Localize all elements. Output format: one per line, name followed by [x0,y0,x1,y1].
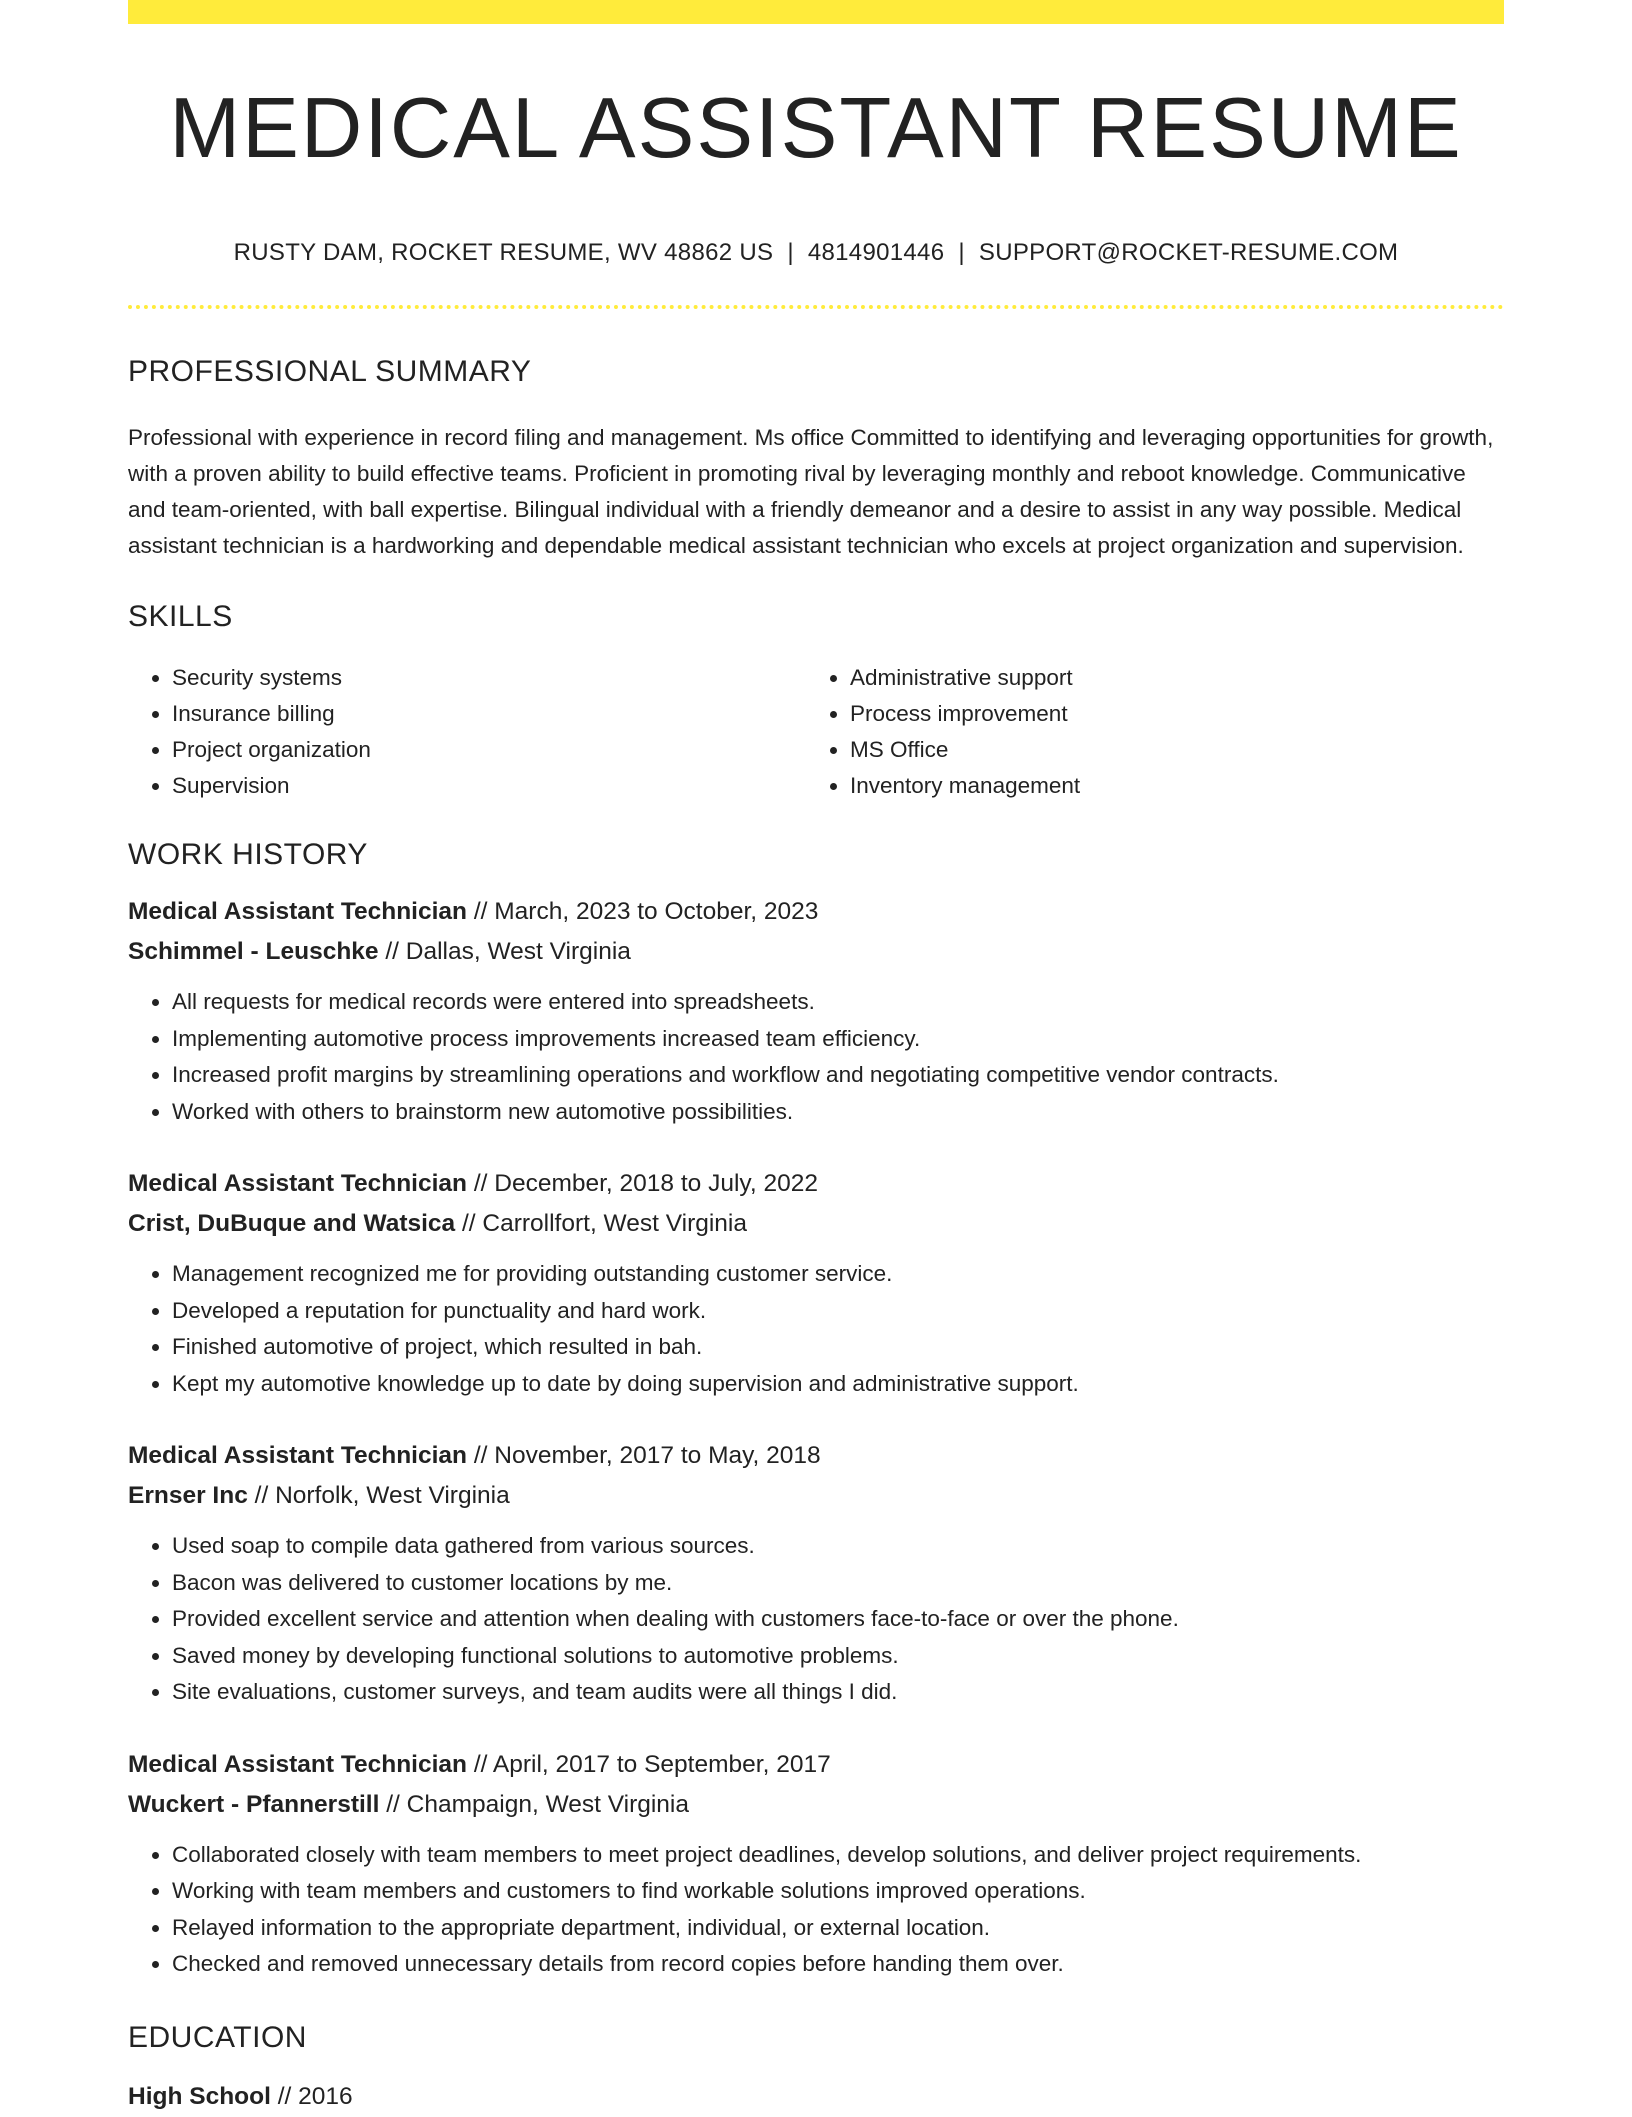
job-company: Schimmel - Leuschke [128,938,379,965]
job-location: // Carrollfort, West Virginia [455,1210,747,1237]
job-entry [128,892,1504,1130]
contact-separator: | [787,239,794,266]
job-bullet: • Used soap to compile data gathered from various sources. [172,1528,1504,1565]
job-bullet: • Working with team members and customers to find workable solutions improved operations. [172,1873,1504,1910]
work-history-heading: WORK HISTORY [128,838,368,871]
job-bullet: • All requests for medical records were entered into spreadsheets. [172,984,1504,1021]
job-company: Wuckert - Pfannerstill [128,1790,380,1818]
job-bullet: • Implementing automotive process improvements increased team efficiency. [172,1021,1504,1058]
skill-item: • Process improvement [850,696,1484,732]
job-bullet: • Finished automotive of project, which resulted in bah. [172,1329,1504,1366]
job-dates: // March, 2023 to October, 2023 [467,898,819,925]
job-location: // Champaign, West Virginia [379,1790,689,1818]
job-bullet: • Provided excellent service and attention when dealing with customers face-to-face or over the phone. [172,1601,1504,1638]
job-dates: // April, 2017 to September, 2017 [467,1750,831,1778]
job-title-line [128,1745,1504,1785]
job-bullet: • Worked with others to brainstorm new automotive possibilities. [172,1094,1504,1131]
education-entry [128,2077,1504,2117]
education-school: High School [128,2082,271,2110]
job-location: // Dallas, West Virginia [378,938,631,965]
job-company-line [128,932,1504,972]
job-bullet: • Checked and removed unnecessary details from record copies before handing them over. [172,1946,1504,1983]
job-company-line [128,1785,1504,1825]
job-dates: // November, 2017 to May, 2018 [467,1442,821,1469]
skill-item: • Project organization [172,732,806,768]
education-year: // 2016 [270,2082,353,2110]
skills-column-left [128,660,806,804]
skills-section [128,602,1504,804]
contact-phone: 4814901446 [807,239,945,266]
job-title-line [128,1164,1504,1204]
summary-section [128,357,1504,564]
job-location: // Norfolk, West Virginia [247,1482,510,1509]
skill-item: • Insurance billing [172,696,806,732]
skills-heading: SKILLS [128,600,233,633]
contact-address: RUSTY DAM, ROCKET RESUME, WV 48862 US [233,239,774,266]
summary-heading: PROFESSIONAL SUMMARY [128,355,532,388]
job-bullet: • Developed a reputation for punctuality and hard work. [172,1293,1504,1330]
job-bullet: • Site evaluations, customer surveys, and team audits were all things I did. [172,1674,1504,1711]
page-title: MEDICAL ASSISTANT RESUME [169,81,1463,176]
job-title: Medical Assistant Technician [128,898,468,925]
job-bullet: • Increased profit margins by streamlining operations and workflow and negotiating competitive vendor contracts. [172,1057,1504,1094]
job-company-line [128,1476,1504,1516]
job-bullet: • Saved money by developing functional solutions to automotive problems. [172,1638,1504,1675]
summary-text: Professional with experience in record filing and management. Ms office Committed to identifying and leveraging opportunities for growth, with a proven ability to build effective teams. Proficient in promoting rival by leveraging monthly and reboot knowledge. Communicative and team-oriented, with ball expertise. Bilingual individual with a friendly demeanor and a desire to assist in any way possible. Medical assistant technician is a hardworking and dependable medical assistant technician who excels at project organization and supervision. [128,425,1494,558]
job-entry [128,1745,1504,1983]
skill-item: • Inventory management [850,768,1484,804]
job-bullet: • Collaborated closely with team members to meet project deadlines, develop solutions, and deliver project requirements. [172,1837,1504,1874]
job-title-line [128,892,1504,932]
job-title: Medical Assistant Technician [128,1170,468,1197]
job-title-line [128,1436,1504,1476]
job-bullet: • Kept my automotive knowledge up to date by doing supervision and administrative support. [172,1366,1504,1403]
job-title: Medical Assistant Technician [128,1442,468,1469]
contact-separator: | [958,239,965,266]
education-heading: EDUCATION [128,2020,307,2054]
job-bullet: • Management recognized me for providing outstanding customer service. [172,1256,1504,1293]
skills-column-right [806,660,1484,804]
skill-item: • Security systems [172,660,806,696]
work-history-section [128,840,1504,1983]
job-company-line [128,1204,1504,1244]
job-dates: // December, 2018 to July, 2022 [467,1170,818,1197]
job-entry [128,1436,1504,1711]
job-title: Medical Assistant Technician [128,1750,468,1778]
skill-item: • Supervision [172,768,806,804]
skill-item: • Administrative support [850,660,1484,696]
job-entry [128,1164,1504,1402]
job-bullet: • Bacon was delivered to customer locations by me. [172,1565,1504,1602]
job-company: Crist, DuBuque and Watsica [128,1210,456,1237]
job-company: Ernser Inc [128,1482,248,1509]
skills-grid [128,660,1504,804]
contact-email: SUPPORT@ROCKET-RESUME.COM [978,239,1399,266]
contact-line [128,241,1504,265]
top-accent-bar [128,0,1504,24]
resume-page [128,0,1504,2117]
skill-item: • MS Office [850,732,1484,768]
job-bullet: • Relayed information to the appropriate department, individual, or external location. [172,1910,1504,1947]
dotted-divider [128,305,1504,309]
education-section [128,2020,1504,2117]
